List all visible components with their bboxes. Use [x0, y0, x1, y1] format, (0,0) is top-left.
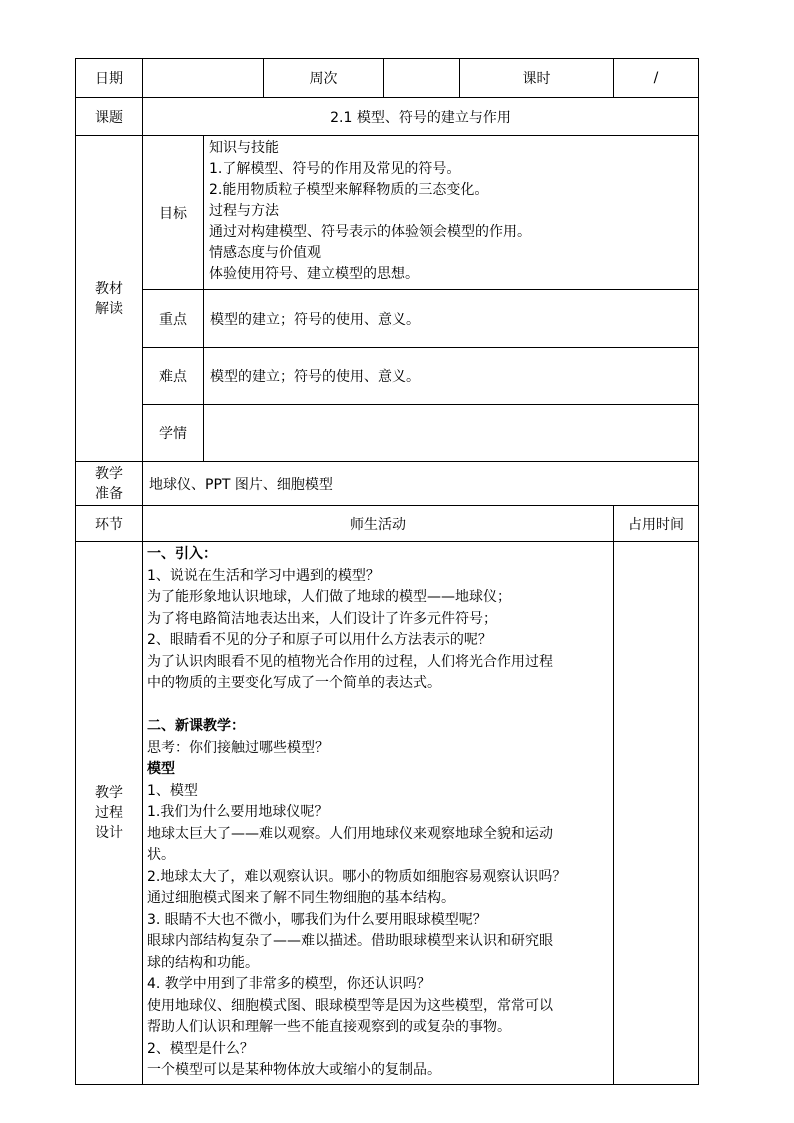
goals-line: 过程与方法: [209, 203, 279, 219]
process-time-cell: [614, 542, 699, 1085]
goals-row: [76, 136, 699, 290]
activities-column-header: 师生活动: [143, 506, 614, 542]
process-line: 一个模型可以是某种物体放大或缩小的复制品。: [147, 1062, 441, 1078]
process-line: 4. 教学中用到了非常多的模型，你还认识吗？: [147, 976, 431, 992]
goals-line: 知识与技能: [209, 140, 279, 156]
preparation-label: 教学 准备: [76, 462, 143, 506]
key-points-label: 重点: [143, 290, 204, 348]
period-label: 课时: [460, 59, 614, 98]
process-line: 1、模型: [147, 782, 198, 799]
process-row: [76, 542, 699, 1085]
process-line: 状。: [147, 847, 175, 863]
goals-line: 1.了解模型、符号的作用及常见的符号。: [209, 161, 461, 177]
process-line: 球的结构和功能。: [147, 954, 259, 971]
goals-content: [204, 136, 699, 290]
header-row: [76, 59, 699, 98]
difficulty-row: [76, 348, 699, 405]
key-points-text: 模型的建立；符号的使用、意义。: [204, 290, 699, 348]
difficulty-label: 难点: [143, 348, 204, 405]
process-line: 2、眼睛看不见的分子和原子可以用什么方法表示的呢？: [147, 632, 492, 648]
process-line: 2、模型是什么？: [147, 1040, 254, 1057]
topic-row: [76, 98, 699, 136]
process-line: 为了能形象地认识地球，人们做了地球的模型——地球仪；: [147, 589, 511, 605]
column-header-row: [76, 506, 699, 542]
date-label: 日期: [76, 59, 143, 98]
time-column-header: 占用时间: [614, 506, 699, 542]
goals-line: 通过对构建模型、符号表示的体验领会模型的作用。: [209, 224, 531, 240]
process-line: 为了将电路简洁地表达出来，人们设计了许多元件符号；: [147, 610, 497, 627]
preparation-text: 地球仪、PPT 图片、细胞模型: [143, 462, 699, 506]
process-content: [143, 542, 614, 1085]
goals-line: 情感态度与价值观: [209, 245, 321, 261]
goals-label: 目标: [143, 136, 204, 290]
period-value: /: [614, 59, 699, 98]
process-label: 教学 过程 设计: [76, 542, 143, 1085]
learner-row: [76, 405, 699, 462]
learner-text: [204, 405, 699, 462]
learner-label: 学情: [143, 405, 204, 462]
lesson-plan-table: [75, 58, 699, 1085]
process-line: 中的物质的主要变化写成了一个简单的表达式。: [147, 675, 441, 691]
process-line: 帮助人们认识和理解一些不能直接观察到的或复杂的事物。: [147, 1019, 511, 1035]
difficulty-text: 模型的建立；符号的使用、意义。: [204, 348, 699, 405]
date-value: [143, 59, 264, 98]
process-line: 为了认识肉眼看不见的植物光合作用的过程，人们将光合作用过程: [147, 653, 553, 670]
process-line: 使用地球仪、细胞模式图、眼球模型等是因为这些模型，常常可以: [147, 997, 553, 1014]
goals-line: 体验使用符号、建立模型的思想。: [209, 266, 419, 282]
process-line: 3. 眼睛不大也不微小，哪我们为什么要用眼球模型呢？: [147, 911, 487, 928]
process-line: 通过细胞模式图来了解不同生物细胞的基本结构。: [147, 890, 455, 906]
process-line: 2.地球太大了，难以观察认识。哪小的物质如细胞容易观察认识吗？: [147, 868, 567, 885]
process-line: 1.我们为什么要用地球仪呢？: [147, 804, 329, 820]
process-line: 模型: [147, 761, 175, 777]
topic-label: 课题: [76, 98, 143, 136]
process-line: 一、引入：: [147, 546, 217, 562]
process-line: 1、说说在生活和学习中遇到的模型？: [147, 567, 380, 584]
analysis-label: 教材 解读: [76, 136, 143, 462]
stage-column-header: 环节: [76, 506, 143, 542]
preparation-row: [76, 462, 699, 506]
topic-title: 2.1 模型、符号的建立与作用: [143, 98, 699, 136]
process-line: 地球太巨大了——难以观察。人们用地球仪来观察地球全貌和运动: [147, 825, 553, 842]
process-line: [147, 695, 609, 717]
key-points-row: [76, 290, 699, 348]
process-line: 思考：你们接触过哪些模型？: [147, 739, 329, 756]
week-label: 周次: [264, 59, 384, 98]
goals-line: 2.能用物质粒子模型来解释物质的三态变化。: [209, 182, 489, 198]
process-line: 眼球内部结构复杂了——难以描述。借助眼球模型来认识和研究眼: [147, 933, 553, 949]
week-value: [384, 59, 460, 98]
process-line: 二、新课教学：: [147, 718, 245, 734]
